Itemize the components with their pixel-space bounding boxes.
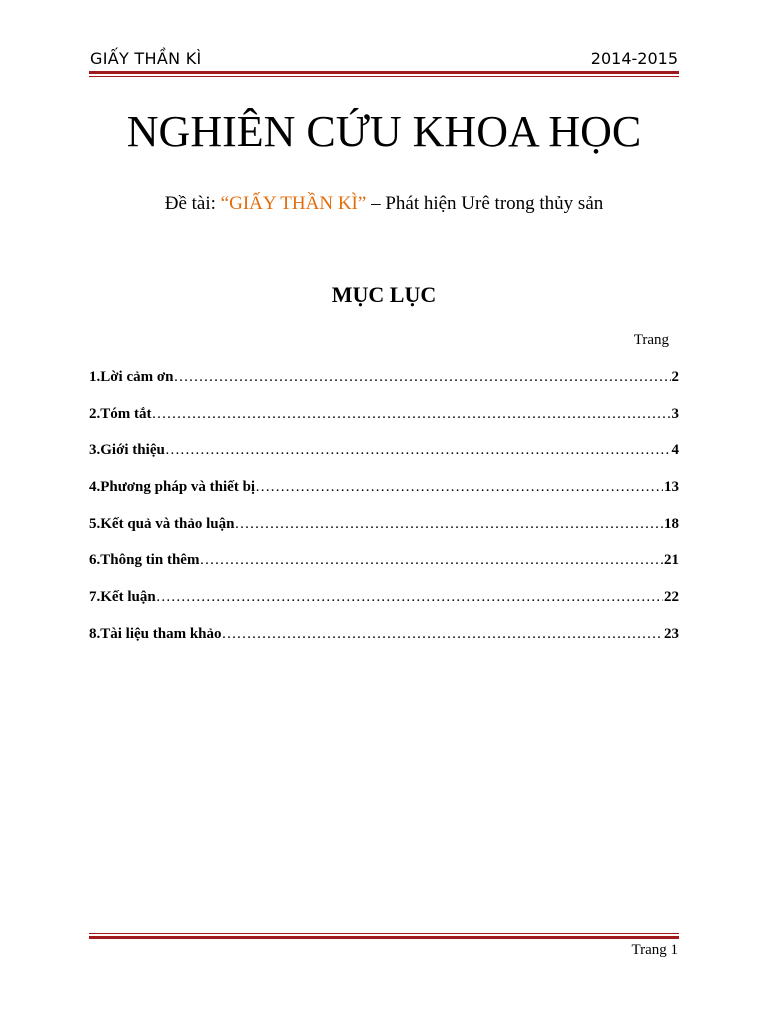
toc-entry-label: 8.Tài liệu tham khảo [89, 625, 222, 642]
toc-entry-page: 4 [671, 442, 679, 459]
topic-suffix: – Phát hiện Urê trong thủy sản [366, 193, 604, 214]
toc-entry-label: 1.Lời cảm ơn [89, 369, 174, 385]
toc-dot-leader [174, 366, 671, 388]
header-year-range: 2014-2015 [590, 49, 678, 68]
topic-prefix: Đề tài: [164, 193, 221, 214]
toc-dot-leader [156, 586, 663, 608]
toc-entry-page: 2 [671, 369, 679, 385]
header-rule-thin [89, 76, 679, 77]
topic-line [0, 192, 768, 216]
footer-rule-thick [89, 936, 679, 939]
toc-dot-leader [222, 623, 663, 645]
footer-rule-thin [89, 933, 679, 934]
toc-dot-leader [199, 549, 663, 571]
toc-entry-page: 22 [664, 589, 679, 606]
toc-entry[interactable] [89, 513, 679, 550]
toc-entry-label: 2.Tóm tắt [89, 405, 152, 422]
toc-page-column-label: Trang [633, 332, 669, 348]
toc-entry[interactable] [89, 366, 679, 403]
footer-page-number: Trang 1 [631, 942, 678, 958]
toc-entry[interactable] [89, 586, 679, 623]
toc-dot-leader [255, 476, 663, 498]
toc-dot-leader [234, 513, 663, 535]
toc-heading: MỤC LỤC [331, 282, 437, 307]
toc-dot-leader [165, 439, 671, 461]
page-title: NGHIÊN CỨU KHOA HỌC [126, 107, 642, 156]
toc-entry-page: 23 [664, 625, 679, 642]
table-of-contents [89, 366, 679, 660]
header-rule-thick [89, 71, 679, 74]
toc-entry-label: 6.Thông tin thêm [89, 552, 200, 569]
toc-entry[interactable] [89, 623, 679, 660]
toc-entry-label: 3.Giới thiệu [89, 442, 165, 459]
toc-entry[interactable] [89, 439, 679, 476]
toc-dot-leader [152, 403, 671, 425]
topic-highlight: “GIẤY THẦN KÌ” [220, 193, 367, 214]
toc-entry-label: 4.Phương pháp và thiết bị [89, 479, 256, 496]
toc-entry-page: 3 [671, 405, 679, 422]
toc-entry[interactable] [89, 403, 679, 440]
toc-entry[interactable] [89, 549, 679, 586]
toc-entry[interactable] [89, 476, 679, 513]
toc-entry-page: 13 [664, 479, 679, 496]
toc-entry-label: 7.Kết luận [89, 589, 156, 606]
toc-entry-page: 18 [664, 515, 679, 532]
header-document-name: GIẤY THẦN KÌ [90, 49, 202, 68]
toc-entry-page: 21 [664, 552, 679, 569]
toc-entry-label: 5.Kết quả và thảo luận [89, 515, 235, 532]
